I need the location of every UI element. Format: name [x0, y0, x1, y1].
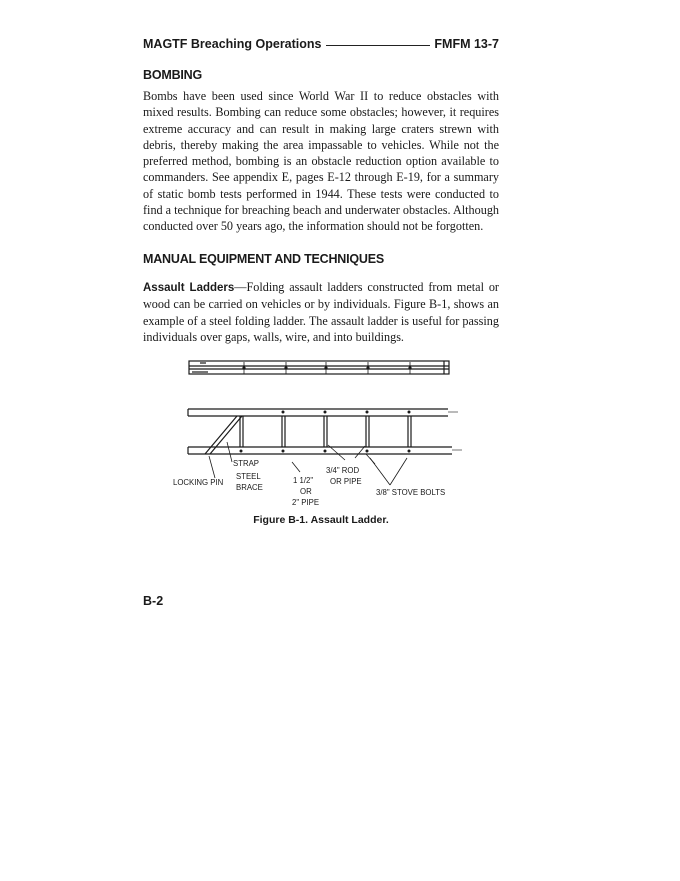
assault-ladders-text: —Folding assault ladders constructed from metal or wood can be carried on vehicles or by individuals. Figure B-1, shows an example of a steel folding ladder. The assault ladder is useful for passing individuals over gaps, walls, wire, and into buildings. [143, 280, 499, 344]
label-locking-pin: LOCKING PIN [173, 478, 224, 487]
label-or: OR [300, 487, 312, 496]
label-strap: STRAP [233, 459, 259, 468]
label-or-pipe: OR PIPE [330, 477, 362, 486]
header-doc-number: FMFM 13-7 [434, 37, 499, 51]
bombing-paragraph: Bombs have been used since World War II to reduce obstacles with mixed results. Bombing can reduce some obstacles; however, it requires extreme accuracy and can result in making large craters strewn with debris, thereby making the area impassable to vehicles. While not the preferred method, bombing is an obstacle reduction option available to commanders. See appendix E, pages E-12 through E-19, for a summary of static bomb tests performed in 1944. These tests were conducted to find a technique for breaching beach and underwater obstacles. Although conducted over 50 years ago, the information should not be forgotten. [143, 89, 500, 234]
label-stove-bolts: 3/8" STOVE BOLTS [376, 488, 446, 497]
folded-ladder-drawing [189, 361, 449, 374]
figure-caption: Figure B-1. Assault Ladder. [253, 514, 389, 526]
label-2in-pipe: 2" PIPE [292, 498, 320, 507]
label-rod: 3/4" ROD [326, 466, 360, 475]
figure-labels [173, 459, 445, 507]
label-brace: BRACE [236, 483, 263, 492]
bombing-heading: BOMBING [143, 68, 203, 82]
manual-equipment-heading: MANUAL EQUIPMENT AND TECHNIQUES [143, 252, 385, 266]
page-number: B-2 [143, 594, 164, 608]
header-title: MAGTF Breaching Operations [143, 37, 322, 51]
open-ladder-drawing [188, 409, 462, 485]
assault-ladders-runin: Assault Ladders [143, 282, 235, 294]
label-pipe-size: 1 1/2" [293, 476, 314, 485]
label-steel: STEEL [236, 472, 261, 481]
